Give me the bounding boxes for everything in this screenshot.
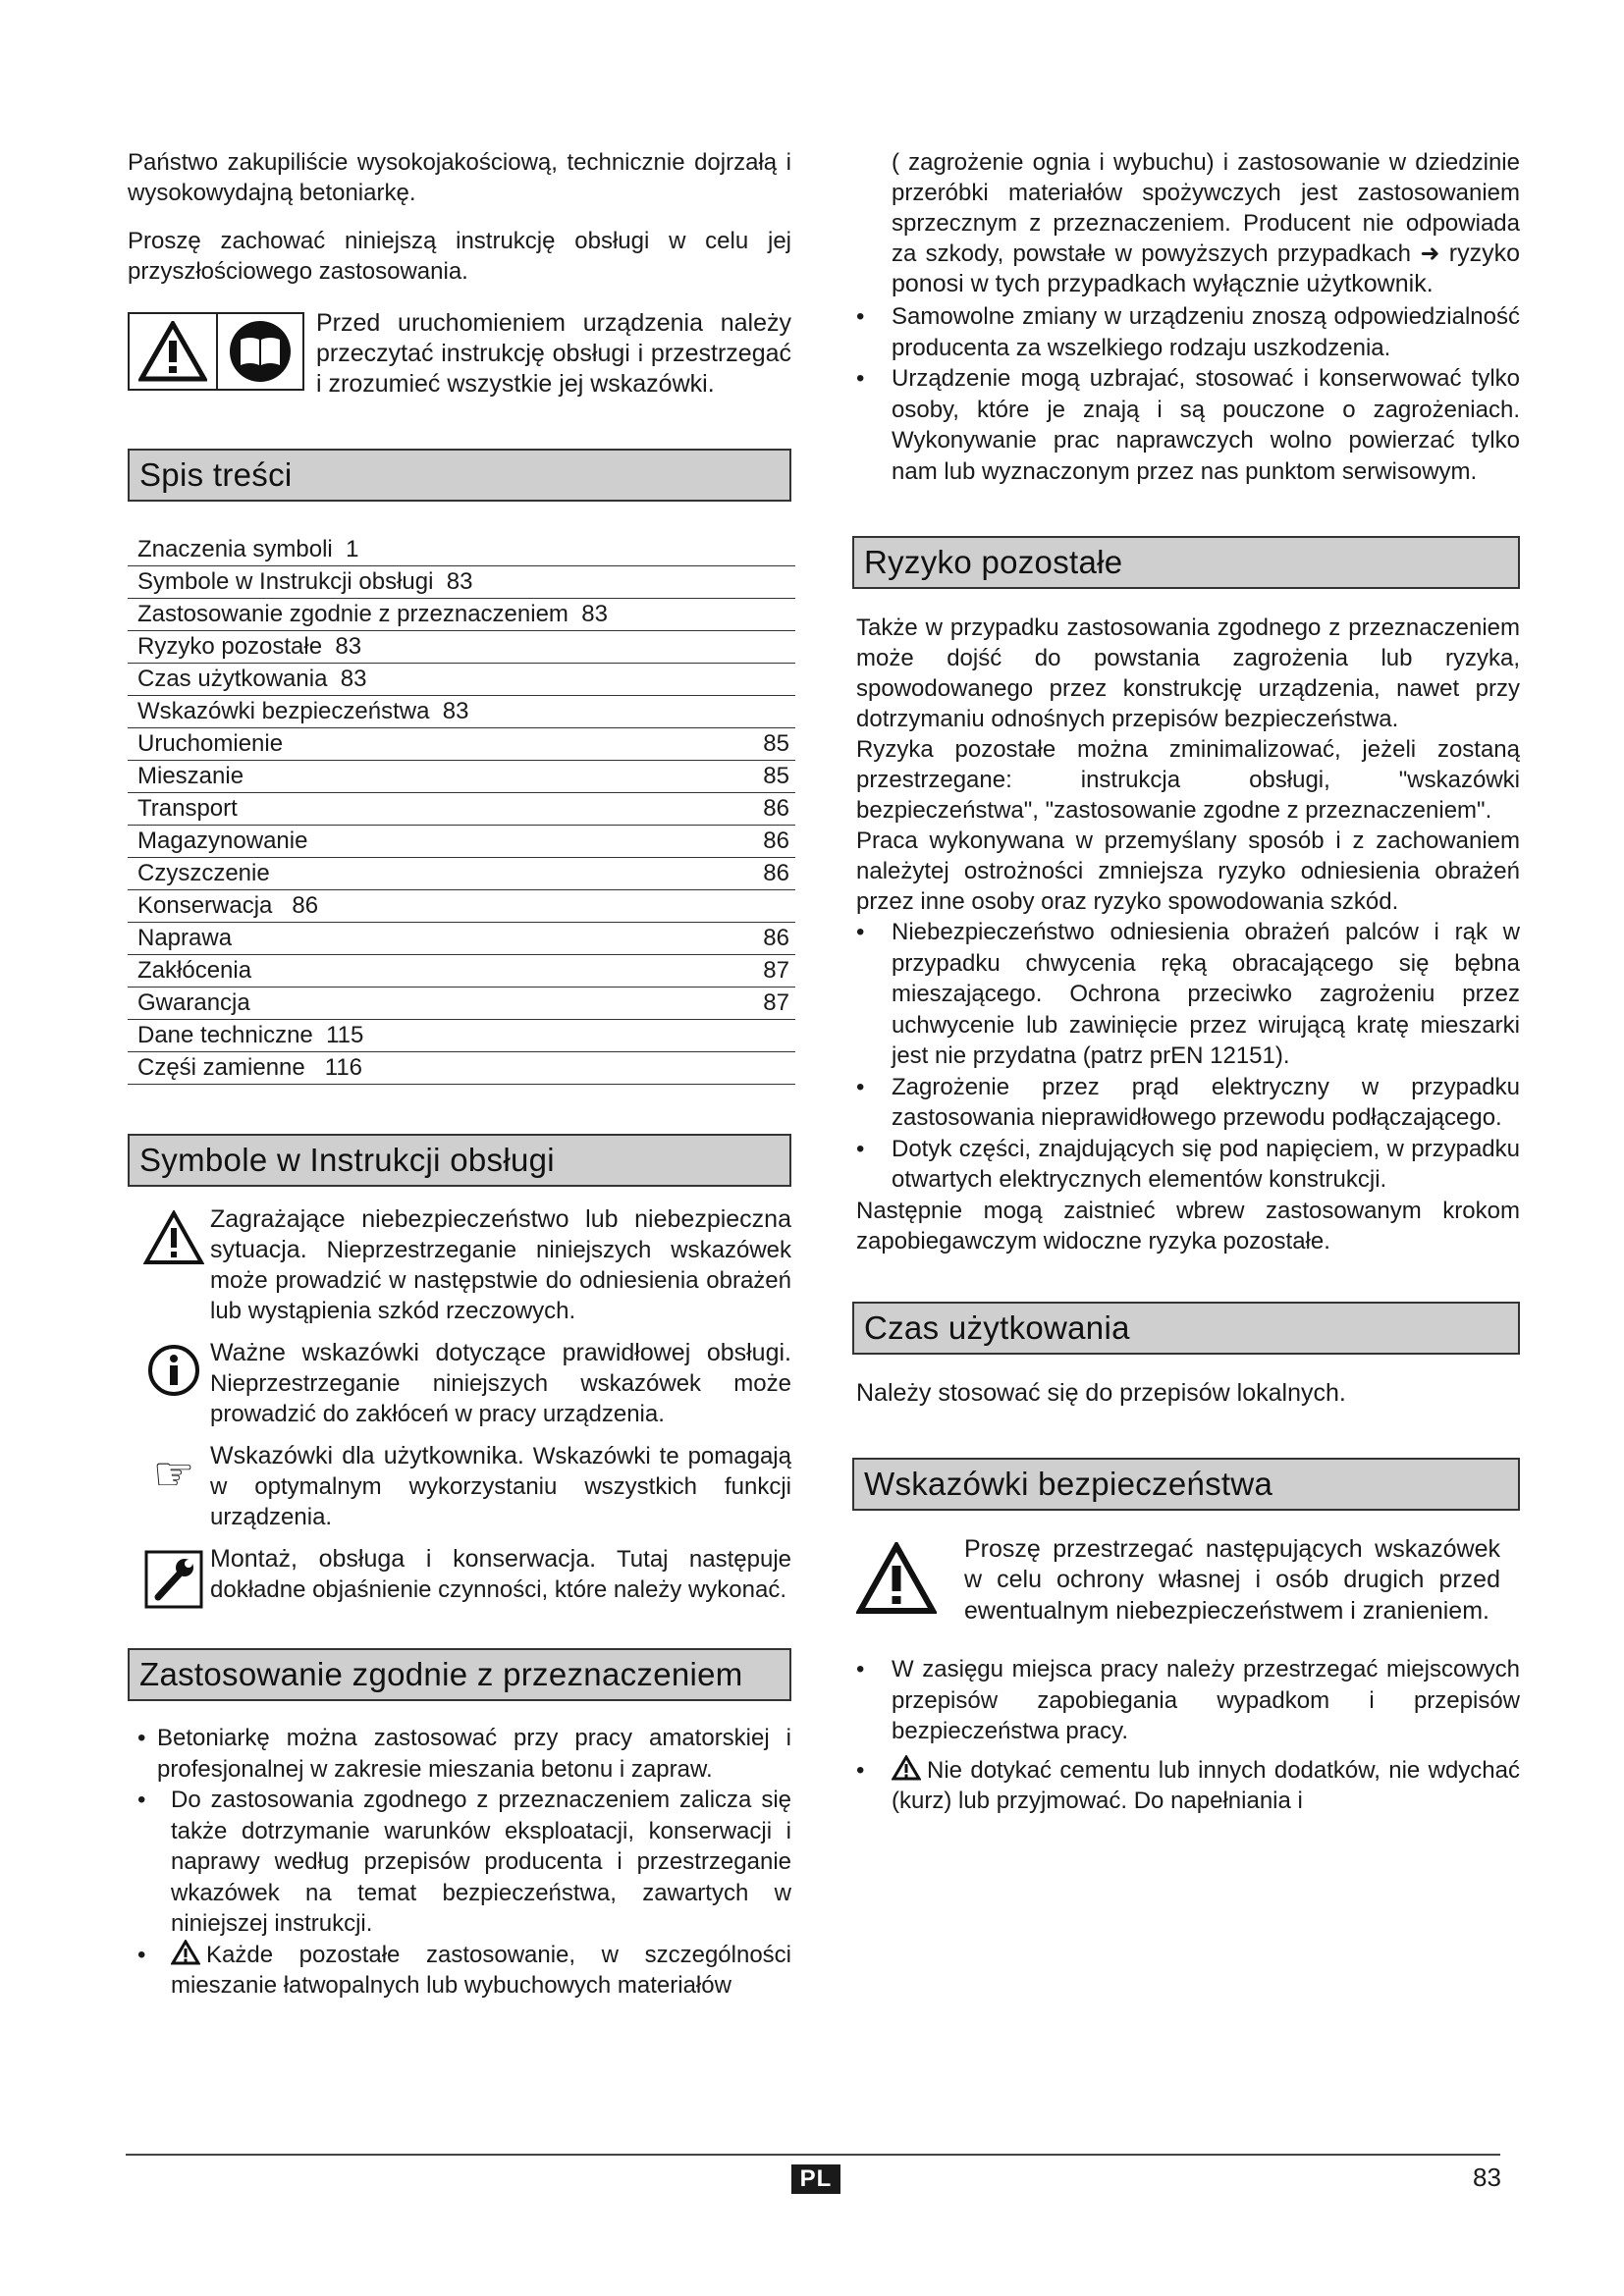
safety-notice [852, 1534, 1520, 1628]
symbol-info-text: Ważne wskazówki dotyczące prawidłowej obsługi. Nieprzestrzeganie niniejszych wskazówek może prowadzić do zakłóceń w pracy urządzenia. [210, 1339, 791, 1427]
residual-paragraph-2: Ryzyka pozostałe można zminimalizować, jeżeli zostaną przestrzegane: instrukcja obsługi, "wskazówki bezpieczeństwa", "zastosowanie zgodne z przeznaczeniem". [856, 736, 1520, 824]
table-of-contents [128, 534, 795, 1085]
toc-page: 86 [763, 860, 789, 886]
warning-triangle-icon [171, 1940, 200, 1965]
list-item: • Zagrożenie przez prąd elektryczny w przypadku zastosowania nieprawidłowego przewodu podłączającego. [856, 1073, 1520, 1131]
right-column [852, 147, 1520, 1817]
read-manual-icon [218, 314, 302, 389]
lifetime-paragraph: Należy stosować się do przepisów lokalnych. [856, 1378, 1346, 1407]
notice-icons [128, 312, 304, 391]
symbol-maintenance-text: Montaż, obsługa i konserwacja. Tutaj następuje dokładne objaśnienie czynności, które należy wykonać. [210, 1545, 791, 1603]
toc-row [128, 631, 795, 664]
read-manual-notice [128, 308, 791, 400]
page-number: 83 [1473, 2163, 1501, 2192]
intro-paragraph-2: Proszę zachować niniejszą instrukcję obsługi w celu jej przyszłościowego zastosowania. [128, 228, 791, 285]
wrench-icon [144, 1550, 203, 1609]
toc-page: 86 [763, 795, 789, 822]
symbol-hint-text: Wskazówki dla użytkownika. Wskazówki te pomagają w optymalnym wykorzystaniu wszystkich funkcji urządzenia. [210, 1442, 791, 1530]
warning-triangle-icon [143, 1210, 204, 1265]
toc-label: Częśi zamienne 116 [137, 1054, 363, 1081]
residual-paragraph-1: Także w przypadku zastosowania zgodnego z przeznaczeniem może dojść do powstania zagrożenia lub ryzyka, spowodowanego przez konstrukcję urządzenia, nawet przy dotrzymaniu odnośnych przepisów bezpieczeństwa. [856, 614, 1520, 732]
list-item: • Do zastosowania zgodnego z przeznaczeniem zalicza się także dotrzymanie warunków eksploatacji, konserwacji i naprawy według przepisów producenta i przestrzeganie wkazówek na temat bezpieczeństwa, zawartych w niniejszej instrukcji. [137, 1787, 791, 1937]
notice-text: Przed uruchomieniem urządzenia należy przeczytać instrukcję obsługi i przestrzegać i zrozumieć wszystkie jej wskazówki. [316, 309, 791, 398]
list-item: • Samowolne zmiany w urządzeniu znoszą odpowiedzialność producenta za wszelkiego rodzaju uszkodzenia. [856, 303, 1520, 361]
toc-row [128, 664, 795, 696]
toc-label: Czas użytkowania 83 [137, 666, 367, 692]
symbol-hint [137, 1441, 791, 1532]
lifetime-header [852, 1302, 1520, 1355]
toc-row [128, 599, 795, 631]
toc-page: 87 [763, 957, 789, 984]
symbols-header [128, 1134, 791, 1187]
symbol-maintenance [137, 1544, 791, 1609]
info-icon [147, 1344, 200, 1397]
toc-label: Mieszanie [137, 763, 244, 789]
list-item: • Urządzenie mogą uzbrajać, stosować i konserwować tylko osoby, które je znają i są pouczone o zagrożeniach. Wykonywanie prac naprawczych wolno powierzać tylko nam lub wyznaczonym przez nas punktom serwisowym. [856, 365, 1520, 485]
toc-label: Znaczenia symboli 1 [137, 536, 359, 562]
usage-title: Zastosowanie zgodnie z przeznaczeniem [139, 1656, 743, 1692]
toc-page: 87 [763, 989, 789, 1016]
symbol-warning [137, 1204, 791, 1326]
toc-label: Gwarancja [137, 989, 250, 1016]
toc-row [128, 858, 795, 890]
residual-section [852, 613, 1520, 1256]
toc-label: Dane techniczne 115 [137, 1022, 364, 1048]
residual-paragraph-3: Praca wykonywana w przemyślany sposób i z zachowaniem należytej ostrożności zmniejsza ryzyko odniesienia obrażeń przez inne osoby oraz ryzyko spowodowania szkód. [856, 828, 1520, 915]
toc-row [128, 988, 795, 1020]
left-column [128, 147, 791, 2002]
residual-paragraph-4: Następnie mogą zaistnieć wbrew zastosowanym krokom zapobiegawczym widoczne ryzyka pozostałe. [856, 1197, 1520, 1255]
list-item: • Niebezpieczeństwo odniesienia obrażeń palców i rąk w przypadku chwycenia ręką obracającego się bębna mieszającego. Ochrona przeciwko zagrożeniu przez uchwycenie lub zawinięcie przez wirującą kratę mieszarki jest nie przydatna (patrz prEN 12151). [856, 919, 1520, 1069]
language-badge: PL [791, 2164, 840, 2194]
warning-triangle-icon [130, 314, 218, 389]
toc-page: 85 [763, 730, 789, 757]
toc-label: Transport [137, 795, 238, 822]
toc-label: Konserwacja 86 [137, 892, 319, 919]
toc-page: 86 [763, 925, 789, 951]
safety-header [852, 1458, 1520, 1511]
residual-header [852, 536, 1520, 589]
intro-paragraph-1: Państwo zakupiliście wysokojakościową, technicznie dojrzałą i wysokowydajną betoniarkę. [128, 149, 791, 206]
list-item: • Dotyk części, znajdujących się pod napięciem, w przypadku otwartych elektrycznych elementów konstrukcji. [856, 1135, 1520, 1193]
toc-row [128, 793, 795, 826]
toc-header [128, 449, 791, 502]
safety-list [852, 1654, 1520, 1817]
toc-row [128, 826, 795, 858]
toc-page: 85 [763, 763, 789, 789]
warning-triangle-icon [892, 1755, 921, 1781]
toc-label: Ryzyko pozostałe 83 [137, 633, 362, 660]
usage-list-continued [852, 301, 1520, 487]
toc-row [128, 923, 795, 955]
list-item: • Nie dotykać cementu lub innych dodatków, nie wdychać (kurz) lub przyjmować. Do napełniania i [856, 1756, 1520, 1814]
toc-row [128, 534, 795, 566]
toc-row [128, 761, 795, 793]
arrow-right-icon: ➜ [1420, 240, 1440, 267]
warning-triangle-icon [856, 1542, 937, 1615]
residual-list [856, 917, 1520, 1196]
symbol-warning-text: Zagrażające niebezpieczeństwo lub niebezpieczna sytuacja. Nieprzestrzeganie niniejszych wskazówek może prowadzić w następstwie do odniesienia obrażeń lub wystąpienia szkód rzeczowych. [210, 1205, 791, 1324]
lifetime-title: Czas użytkowania [864, 1308, 1130, 1346]
toc-page: 86 [763, 828, 789, 854]
toc-label: Wskazówki bezpieczeństwa 83 [137, 698, 469, 724]
safety-title: Wskazówki bezpieczeństwa [864, 1465, 1273, 1502]
toc-row [128, 728, 795, 761]
toc-label: Uruchomienie [137, 730, 284, 757]
toc-row [128, 955, 795, 988]
symbol-info [137, 1338, 791, 1429]
symbols-title: Symbole w Instrukcji obsługi [139, 1142, 555, 1178]
residual-title: Ryzyko pozostałe [864, 544, 1123, 580]
toc-row [128, 1052, 795, 1085]
toc-label: Czyszczenie [137, 860, 270, 886]
toc-label: Symbole w Instrukcji obsługi 83 [137, 568, 473, 595]
symbols-list [128, 1204, 791, 1609]
toc-label: Naprawa [137, 925, 233, 951]
usage-list [128, 1723, 791, 2002]
toc-row [128, 890, 795, 923]
toc-label: Magazynowanie [137, 828, 308, 854]
usage-header [128, 1648, 791, 1701]
toc-row [128, 696, 795, 728]
toc-label: Zastosowanie zgodnie z przeznaczeniem 83 [137, 601, 608, 627]
footer-rule [126, 2154, 1500, 2156]
list-item: • W zasięgu miejsca pracy należy przestrzegać miejscowych przepisów zapobiegania wypadkom i przepisów bezpieczeństwa pracy. [856, 1656, 1520, 1744]
toc-row [128, 566, 795, 599]
list-item: • Każde pozostałe zastosowanie, w szczególności mieszanie łatwopalnych lub wybuchowych materiałów [137, 1941, 791, 1999]
safety-notice-text: Proszę przestrzegać następujących wskazówek w celu ochrony własnej i osób drugich przed ewentualnym niebezpieczeństwem i zranieniem. [964, 1534, 1500, 1625]
toc-row [128, 1020, 795, 1052]
toc-title: Spis treści [139, 456, 293, 493]
usage-continued: ( zagrożenie ognia i wybuchu) i zastosowanie w dziedzinie przeróbki materiałów spożywczych jest zastosowaniem sprzecznym z przeznaczeniem. Producent nie odpowiada za szkody, powstałe w powyższych przypadkach ➜ ryzyko ponosi w tych przypadkach wyłącznie użytkownik. [892, 149, 1521, 297]
pointing-hand-icon: ☞ [152, 1447, 195, 1502]
list-item: • Betoniarkę można zastosować przy pracy amatorskiej i profesjonalnej w zakresie mieszania betonu i zapraw. [137, 1725, 791, 1783]
toc-label: Zakłócenia [137, 957, 252, 984]
